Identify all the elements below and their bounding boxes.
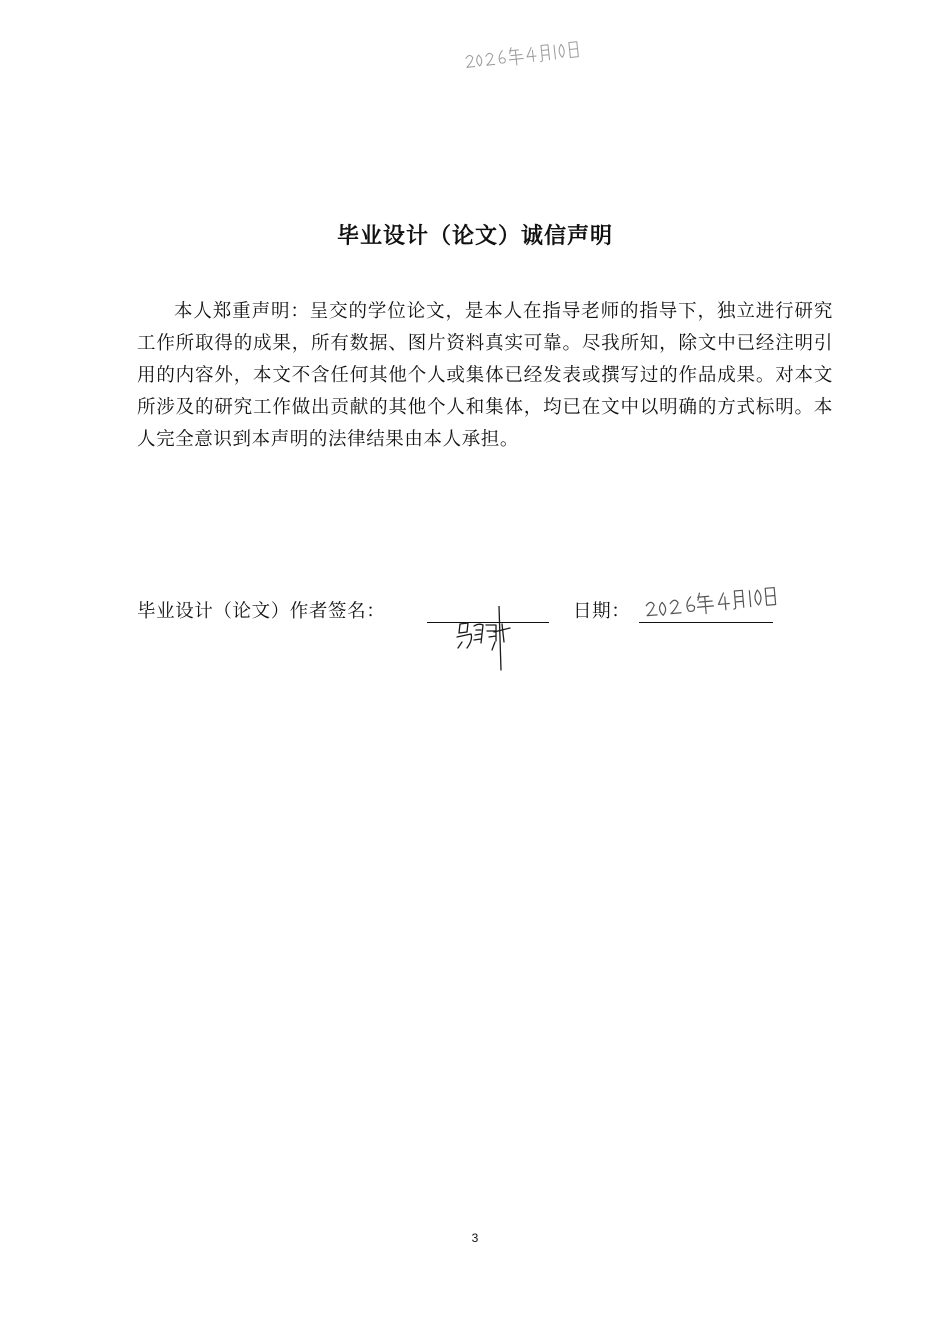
date-label: 日期：: [573, 601, 631, 622]
author-signature-label: 毕业设计（论文）作者签名：: [137, 601, 386, 622]
statement-paragraph: 本人郑重声明：呈交的学位论文，是本人在指导老师的指导下，独立进行研究工作所取得的成果，所有数据、图片资料真实可靠。尽我所知，除文中已经注明引用的内容外，本文不含任何其他个人或集体已经发表或撰写过的作品成果。对本文所涉及的研究工作做出贡献的其他个人和集体，均已在文中以明确的方式标明。本人完全意识到本声明的法律结果由本人承担。: [137, 301, 833, 450]
page-number: 3: [471, 1231, 479, 1245]
handwritten-signature: [452, 606, 522, 672]
handwritten-date-top: [462, 36, 592, 76]
page-title: 毕业设计（论文）诚信声明: [336, 224, 613, 249]
date-line[interactable]: [639, 622, 773, 623]
handwritten-date: [642, 580, 782, 620]
